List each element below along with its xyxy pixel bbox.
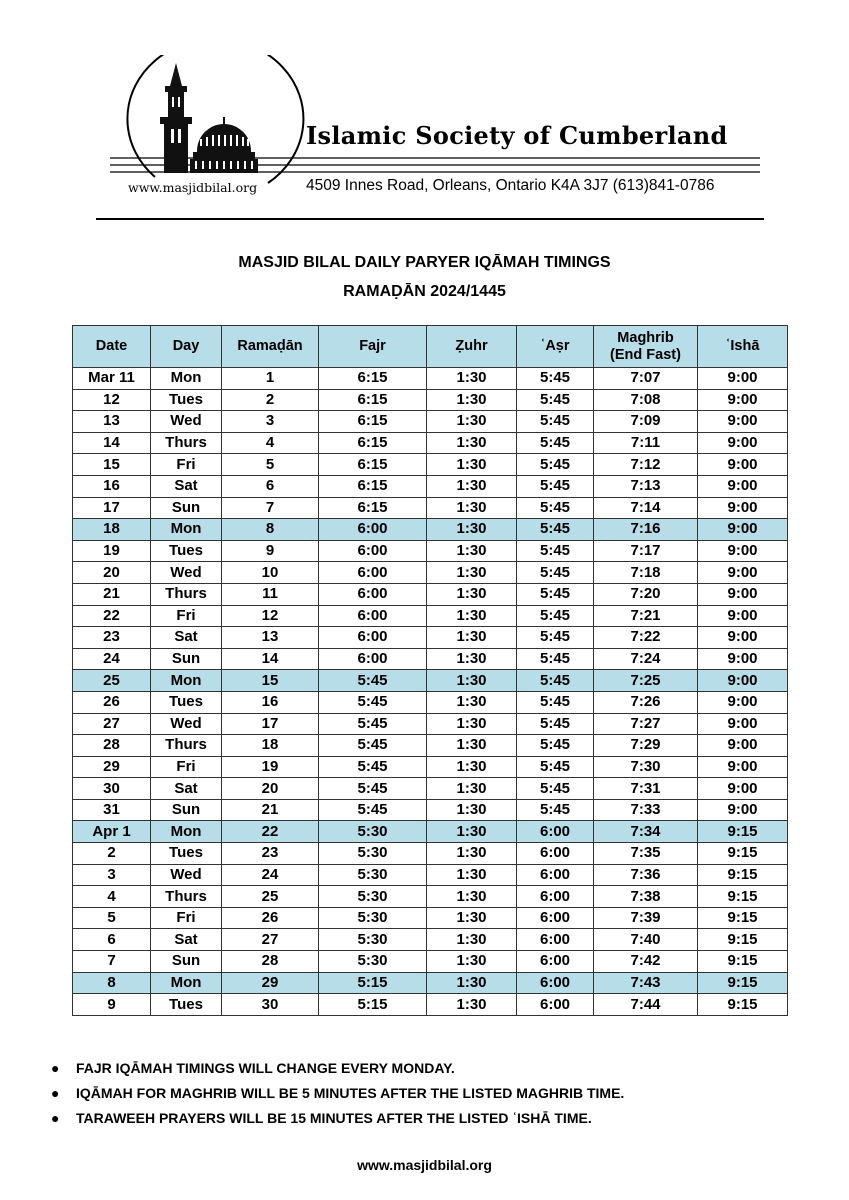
cell-asr: 5:45 [517, 756, 594, 778]
cell-day: Wed [151, 562, 222, 584]
cell-day: Mon [151, 972, 222, 994]
table-header-row [73, 326, 788, 368]
cell-fajr: 5:45 [319, 778, 427, 800]
cell-isha: 9:00 [698, 799, 788, 821]
table-row [73, 432, 788, 454]
cell-maghrib: 7:13 [594, 475, 698, 497]
cell-day: Sat [151, 627, 222, 649]
cell-date: 25 [73, 670, 151, 692]
cell-day: Tues [151, 540, 222, 562]
cell-zuhr: 1:30 [427, 583, 517, 605]
cell-maghrib: 7:07 [594, 368, 698, 390]
cell-fajr: 5:45 [319, 691, 427, 713]
cell-isha: 9:00 [698, 540, 788, 562]
cell-isha: 9:00 [698, 497, 788, 519]
cell-ramadan: 22 [222, 821, 319, 843]
col-header-zuhr: Ẓuhr [427, 326, 517, 368]
cell-date: 5 [73, 907, 151, 929]
cell-maghrib: 7:08 [594, 389, 698, 411]
cell-fajr: 5:30 [319, 864, 427, 886]
cell-date: 2 [73, 843, 151, 865]
table-row [73, 886, 788, 908]
table-row [73, 972, 788, 994]
cell-asr: 6:00 [517, 929, 594, 951]
cell-maghrib: 7:17 [594, 540, 698, 562]
cell-isha: 9:00 [698, 691, 788, 713]
table-row [73, 843, 788, 865]
table-row [73, 994, 788, 1016]
cell-date: 24 [73, 648, 151, 670]
table-row [73, 735, 788, 757]
cell-isha: 9:00 [698, 583, 788, 605]
cell-fajr: 5:30 [319, 821, 427, 843]
cell-date: 28 [73, 735, 151, 757]
table-row [73, 368, 788, 390]
cell-maghrib: 7:09 [594, 411, 698, 433]
cell-day: Sat [151, 929, 222, 951]
table-row [73, 519, 788, 541]
cell-asr: 5:45 [517, 389, 594, 411]
table-row [73, 627, 788, 649]
cell-asr: 5:45 [517, 799, 594, 821]
cell-maghrib: 7:16 [594, 519, 698, 541]
cell-fajr: 6:00 [319, 648, 427, 670]
cell-date: 22 [73, 605, 151, 627]
cell-zuhr: 1:30 [427, 454, 517, 476]
cell-asr: 5:45 [517, 519, 594, 541]
cell-date: Mar 11 [73, 368, 151, 390]
col-header-maghrib: Maghrib (End Fast) [594, 326, 698, 368]
cell-asr: 5:45 [517, 562, 594, 584]
header-address: 4509 Innes Road, Orleans, Ontario K4A 3J7 (613)841-0786 [306, 177, 715, 194]
cell-asr: 5:45 [517, 540, 594, 562]
cell-maghrib: 7:31 [594, 778, 698, 800]
cell-zuhr: 1:30 [427, 497, 517, 519]
cell-date: 15 [73, 454, 151, 476]
cell-maghrib: 7:30 [594, 756, 698, 778]
cell-zuhr: 1:30 [427, 907, 517, 929]
cell-maghrib: 7:44 [594, 994, 698, 1016]
cell-zuhr: 1:30 [427, 929, 517, 951]
cell-asr: 6:00 [517, 821, 594, 843]
cell-date: 21 [73, 583, 151, 605]
cell-ramadan: 16 [222, 691, 319, 713]
cell-ramadan: 26 [222, 907, 319, 929]
cell-ramadan: 17 [222, 713, 319, 735]
cell-date: 17 [73, 497, 151, 519]
table-row [73, 951, 788, 973]
cell-zuhr: 1:30 [427, 627, 517, 649]
cell-fajr: 5:45 [319, 670, 427, 692]
table-row [73, 691, 788, 713]
cell-fajr: 6:00 [319, 540, 427, 562]
table-row [73, 475, 788, 497]
cell-asr: 6:00 [517, 843, 594, 865]
cell-zuhr: 1:30 [427, 864, 517, 886]
cell-isha: 9:15 [698, 907, 788, 929]
table-row [73, 583, 788, 605]
cell-zuhr: 1:30 [427, 951, 517, 973]
cell-asr: 5:45 [517, 497, 594, 519]
cell-day: Fri [151, 756, 222, 778]
table-row [73, 821, 788, 843]
cell-ramadan: 4 [222, 432, 319, 454]
cell-date: 16 [73, 475, 151, 497]
cell-date: 6 [73, 929, 151, 951]
table-row [73, 864, 788, 886]
table-row [73, 907, 788, 929]
cell-date: 31 [73, 799, 151, 821]
cell-fajr: 6:15 [319, 432, 427, 454]
table-row [73, 713, 788, 735]
cell-ramadan: 21 [222, 799, 319, 821]
header-website: www.masjidbilal.org [128, 180, 258, 195]
table-row [73, 929, 788, 951]
cell-ramadan: 28 [222, 951, 319, 973]
cell-date: 3 [73, 864, 151, 886]
cell-zuhr: 1:30 [427, 843, 517, 865]
cell-day: Sun [151, 648, 222, 670]
cell-zuhr: 1:30 [427, 519, 517, 541]
cell-asr: 5:45 [517, 627, 594, 649]
col-header-isha: ʿIshā [698, 326, 788, 368]
cell-ramadan: 18 [222, 735, 319, 757]
cell-fajr: 6:15 [319, 475, 427, 497]
cell-asr: 5:45 [517, 670, 594, 692]
cell-ramadan: 19 [222, 756, 319, 778]
bullet-icon: ● [51, 1085, 60, 1101]
col-header-asr: ʿAṣr [517, 326, 594, 368]
cell-day: Thurs [151, 583, 222, 605]
cell-isha: 9:00 [698, 735, 788, 757]
cell-fajr: 6:00 [319, 519, 427, 541]
cell-day: Sat [151, 778, 222, 800]
cell-fajr: 5:15 [319, 972, 427, 994]
cell-maghrib: 7:18 [594, 562, 698, 584]
table-row [73, 756, 788, 778]
cell-ramadan: 25 [222, 886, 319, 908]
cell-isha: 9:00 [698, 670, 788, 692]
table-row [73, 540, 788, 562]
cell-ramadan: 15 [222, 670, 319, 692]
cell-maghrib: 7:14 [594, 497, 698, 519]
page-subtitle: RAMAḌĀN 2024/1445 [343, 283, 506, 300]
cell-maghrib: 7:38 [594, 886, 698, 908]
cell-isha: 9:00 [698, 411, 788, 433]
cell-maghrib: 7:22 [594, 627, 698, 649]
cell-isha: 9:15 [698, 843, 788, 865]
cell-date: 14 [73, 432, 151, 454]
cell-fajr: 6:15 [319, 454, 427, 476]
note-text: IQĀMAH FOR MAGHRIB WILL BE 5 MINUTES AFTER THE LISTED MAGHRIB TIME. [76, 1085, 625, 1101]
cell-asr: 5:45 [517, 691, 594, 713]
cell-date: 27 [73, 713, 151, 735]
cell-maghrib: 7:11 [594, 432, 698, 454]
cell-ramadan: 14 [222, 648, 319, 670]
iqamah-timings-table [72, 325, 788, 1016]
cell-day: Sun [151, 799, 222, 821]
cell-zuhr: 1:30 [427, 648, 517, 670]
cell-asr: 5:45 [517, 605, 594, 627]
list-item [50, 1083, 624, 1108]
table-row [73, 411, 788, 433]
cell-zuhr: 1:30 [427, 713, 517, 735]
cell-ramadan: 24 [222, 864, 319, 886]
cell-maghrib: 7:33 [594, 799, 698, 821]
cell-isha: 9:00 [698, 605, 788, 627]
cell-ramadan: 6 [222, 475, 319, 497]
cell-date: 20 [73, 562, 151, 584]
cell-asr: 6:00 [517, 907, 594, 929]
cell-zuhr: 1:30 [427, 389, 517, 411]
cell-zuhr: 1:30 [427, 411, 517, 433]
table-row [73, 497, 788, 519]
cell-ramadan: 9 [222, 540, 319, 562]
cell-isha: 9:15 [698, 886, 788, 908]
cell-ramadan: 2 [222, 389, 319, 411]
cell-maghrib: 7:40 [594, 929, 698, 951]
cell-asr: 6:00 [517, 951, 594, 973]
cell-fajr: 5:45 [319, 756, 427, 778]
cell-isha: 9:15 [698, 951, 788, 973]
cell-asr: 5:45 [517, 475, 594, 497]
cell-zuhr: 1:30 [427, 691, 517, 713]
cell-fajr: 5:30 [319, 886, 427, 908]
cell-fajr: 5:45 [319, 799, 427, 821]
cell-day: Fri [151, 454, 222, 476]
cell-maghrib: 7:43 [594, 972, 698, 994]
cell-isha: 9:15 [698, 821, 788, 843]
cell-fajr: 6:00 [319, 583, 427, 605]
cell-ramadan: 7 [222, 497, 319, 519]
cell-fajr: 5:45 [319, 735, 427, 757]
list-item [50, 1108, 624, 1133]
cell-ramadan: 23 [222, 843, 319, 865]
cell-day: Wed [151, 713, 222, 735]
cell-maghrib: 7:24 [594, 648, 698, 670]
cell-maghrib: 7:20 [594, 583, 698, 605]
cell-isha: 9:00 [698, 562, 788, 584]
page-title: MASJID BILAL DAILY PARYER IQĀMAH TIMINGS [238, 254, 611, 271]
cell-isha: 9:00 [698, 454, 788, 476]
cell-maghrib: 7:34 [594, 821, 698, 843]
cell-ramadan: 27 [222, 929, 319, 951]
col-header-date: Date [73, 326, 151, 368]
cell-asr: 5:45 [517, 583, 594, 605]
cell-ramadan: 5 [222, 454, 319, 476]
cell-date: 29 [73, 756, 151, 778]
notes-list [50, 1058, 624, 1133]
cell-zuhr: 1:30 [427, 994, 517, 1016]
cell-date: 13 [73, 411, 151, 433]
cell-fajr: 5:45 [319, 713, 427, 735]
cell-isha: 9:00 [698, 432, 788, 454]
cell-day: Sat [151, 475, 222, 497]
cell-zuhr: 1:30 [427, 756, 517, 778]
cell-date: 23 [73, 627, 151, 649]
cell-day: Tues [151, 994, 222, 1016]
cell-ramadan: 8 [222, 519, 319, 541]
col-header-day: Day [151, 326, 222, 368]
cell-date: Apr 1 [73, 821, 151, 843]
cell-maghrib: 7:35 [594, 843, 698, 865]
cell-fajr: 6:00 [319, 562, 427, 584]
cell-asr: 5:45 [517, 648, 594, 670]
cell-ramadan: 1 [222, 368, 319, 390]
table-row [73, 562, 788, 584]
cell-day: Thurs [151, 886, 222, 908]
cell-isha: 9:15 [698, 994, 788, 1016]
cell-maghrib: 7:26 [594, 691, 698, 713]
cell-maghrib: 7:29 [594, 735, 698, 757]
cell-maghrib: 7:27 [594, 713, 698, 735]
cell-fajr: 5:30 [319, 843, 427, 865]
cell-day: Mon [151, 670, 222, 692]
table-body [73, 368, 788, 1016]
cell-date: 4 [73, 886, 151, 908]
note-text: TARAWEEH PRAYERS WILL BE 15 MINUTES AFTER THE LISTED ʿISHĀ TIME. [76, 1110, 592, 1126]
cell-isha: 9:00 [698, 389, 788, 411]
cell-day: Fri [151, 907, 222, 929]
cell-zuhr: 1:30 [427, 972, 517, 994]
cell-asr: 5:45 [517, 432, 594, 454]
table-row [73, 389, 788, 411]
cell-asr: 6:00 [517, 972, 594, 994]
cell-day: Thurs [151, 735, 222, 757]
table-row [73, 605, 788, 627]
cell-fajr: 5:30 [319, 907, 427, 929]
cell-ramadan: 3 [222, 411, 319, 433]
cell-day: Mon [151, 519, 222, 541]
cell-date: 9 [73, 994, 151, 1016]
cell-day: Tues [151, 389, 222, 411]
cell-fajr: 6:15 [319, 411, 427, 433]
cell-maghrib: 7:36 [594, 864, 698, 886]
cell-maghrib: 7:39 [594, 907, 698, 929]
cell-zuhr: 1:30 [427, 778, 517, 800]
cell-day: Sun [151, 951, 222, 973]
cell-date: 19 [73, 540, 151, 562]
cell-fajr: 6:15 [319, 368, 427, 390]
cell-asr: 5:45 [517, 778, 594, 800]
footer-website: www.masjidbilal.org [357, 1157, 492, 1173]
cell-day: Wed [151, 864, 222, 886]
cell-fajr: 6:15 [319, 497, 427, 519]
cell-ramadan: 10 [222, 562, 319, 584]
cell-asr: 5:45 [517, 713, 594, 735]
cell-date: 18 [73, 519, 151, 541]
cell-day: Mon [151, 821, 222, 843]
header-logo-area [100, 55, 770, 205]
cell-fajr: 5:15 [319, 994, 427, 1016]
cell-date: 7 [73, 951, 151, 973]
cell-isha: 9:00 [698, 475, 788, 497]
cell-maghrib: 7:12 [594, 454, 698, 476]
cell-fajr: 6:00 [319, 605, 427, 627]
col-header-fajr: Fajr [319, 326, 427, 368]
cell-isha: 9:00 [698, 627, 788, 649]
cell-zuhr: 1:30 [427, 821, 517, 843]
cell-asr: 5:45 [517, 735, 594, 757]
cell-day: Sun [151, 497, 222, 519]
cell-day: Fri [151, 605, 222, 627]
cell-isha: 9:00 [698, 713, 788, 735]
note-text: FAJR IQĀMAH TIMINGS WILL CHANGE EVERY MONDAY. [76, 1060, 455, 1076]
bullet-icon: ● [51, 1060, 60, 1076]
cell-isha: 9:15 [698, 864, 788, 886]
cell-zuhr: 1:30 [427, 432, 517, 454]
cell-date: 30 [73, 778, 151, 800]
cell-isha: 9:00 [698, 368, 788, 390]
cell-fajr: 5:30 [319, 929, 427, 951]
cell-fajr: 6:00 [319, 627, 427, 649]
cell-ramadan: 29 [222, 972, 319, 994]
cell-ramadan: 11 [222, 583, 319, 605]
cell-zuhr: 1:30 [427, 562, 517, 584]
header-divider [96, 218, 764, 220]
cell-date: 26 [73, 691, 151, 713]
cell-zuhr: 1:30 [427, 540, 517, 562]
cell-isha: 9:15 [698, 929, 788, 951]
cell-date: 12 [73, 389, 151, 411]
cell-fajr: 5:30 [319, 951, 427, 973]
cell-day: Tues [151, 691, 222, 713]
table-row [73, 778, 788, 800]
cell-maghrib: 7:21 [594, 605, 698, 627]
org-name: Islamic Society of Cumberland [306, 121, 728, 150]
cell-zuhr: 1:30 [427, 475, 517, 497]
table-row [73, 799, 788, 821]
cell-asr: 6:00 [517, 994, 594, 1016]
col-header-ramadan: Ramaḍān [222, 326, 319, 368]
cell-ramadan: 30 [222, 994, 319, 1016]
cell-isha: 9:00 [698, 756, 788, 778]
cell-maghrib: 7:42 [594, 951, 698, 973]
cell-day: Tues [151, 843, 222, 865]
cell-zuhr: 1:30 [427, 886, 517, 908]
cell-ramadan: 12 [222, 605, 319, 627]
cell-ramadan: 13 [222, 627, 319, 649]
cell-day: Wed [151, 411, 222, 433]
cell-zuhr: 1:30 [427, 605, 517, 627]
cell-asr: 5:45 [517, 454, 594, 476]
cell-asr: 5:45 [517, 411, 594, 433]
cell-zuhr: 1:30 [427, 735, 517, 757]
cell-asr: 6:00 [517, 864, 594, 886]
table-row [73, 648, 788, 670]
cell-isha: 9:00 [698, 648, 788, 670]
cell-zuhr: 1:30 [427, 670, 517, 692]
cell-date: 8 [73, 972, 151, 994]
cell-day: Mon [151, 368, 222, 390]
cell-asr: 5:45 [517, 368, 594, 390]
cell-asr: 6:00 [517, 886, 594, 908]
cell-maghrib: 7:25 [594, 670, 698, 692]
list-item [50, 1058, 624, 1083]
cell-zuhr: 1:30 [427, 368, 517, 390]
cell-fajr: 6:15 [319, 389, 427, 411]
table-row [73, 454, 788, 476]
cell-isha: 9:15 [698, 972, 788, 994]
cell-isha: 9:00 [698, 519, 788, 541]
bullet-icon: ● [51, 1110, 60, 1126]
cell-zuhr: 1:30 [427, 799, 517, 821]
cell-day: Thurs [151, 432, 222, 454]
cell-ramadan: 20 [222, 778, 319, 800]
cell-isha: 9:00 [698, 778, 788, 800]
table-row [73, 670, 788, 692]
